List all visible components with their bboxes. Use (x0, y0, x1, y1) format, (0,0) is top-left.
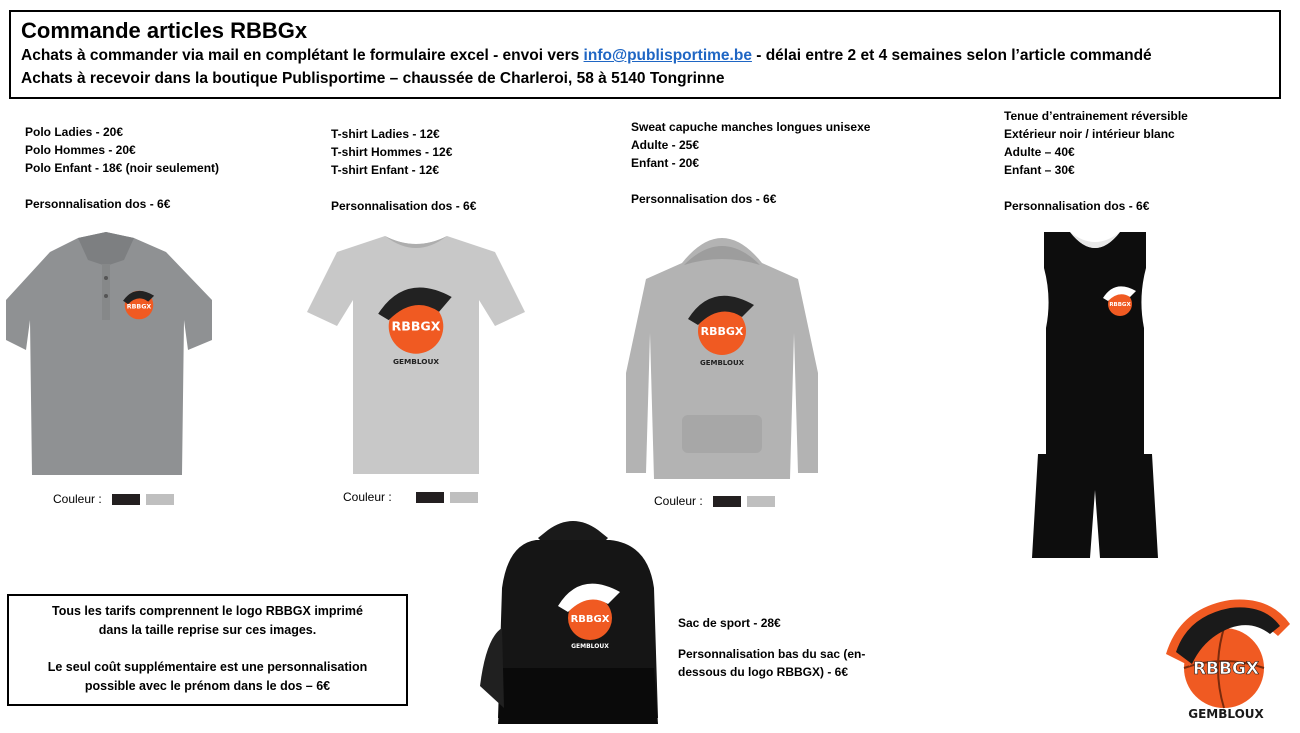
polo-placket (102, 264, 110, 320)
tshirt-color-options (343, 490, 484, 504)
polo-price-men: Polo Hommes - 20€ (25, 143, 136, 157)
sac-personalisation-line2: dessous du logo RBBGX) - 6€ (678, 665, 849, 679)
note-line4: possible avec le prénom dans le dos – 6€ (84, 679, 331, 693)
tshirt-body (307, 236, 525, 474)
logo-city: GEMBLOUX (1188, 707, 1264, 721)
color-swatch-black[interactable] (416, 492, 444, 503)
tshirt-price-men: T-shirt Hommes - 12€ (331, 145, 453, 159)
order-instructions (21, 44, 1269, 67)
sac-price: Sac de sport - 28€ (678, 616, 781, 630)
polo-color-label: Couleur : (53, 492, 102, 506)
svg-text:RBBGX: RBBGX (570, 614, 610, 625)
svg-text:RBBGX: RBBGX (126, 303, 152, 311)
color-swatch-black[interactable] (713, 496, 741, 507)
polo-price-kids: Polo Enfant - 18€ (noir seulement) (25, 161, 220, 175)
color-swatch-grey[interactable] (146, 494, 174, 505)
tshirt-price-ladies: T-shirt Ladies - 12€ (331, 127, 440, 141)
tshirt-personalisation: Personnalisation dos - 6€ (331, 199, 477, 213)
sweat-title: Sweat capuche manches longues unisexe (631, 120, 871, 134)
tshirt-color-label: Couleur : (343, 490, 392, 504)
tenue-title: Tenue d’entrainement réversible (1004, 109, 1188, 123)
header-box (9, 10, 1281, 99)
polo-image (6, 230, 216, 480)
tenue-subtitle: Extérieur noir / intérieur blanc (1004, 127, 1175, 141)
sweat-color-label: Couleur : (654, 494, 703, 508)
logo-text: RBBGX (1192, 659, 1260, 679)
button-icon (104, 276, 108, 280)
tenue-shorts (1032, 454, 1158, 558)
svg-text:RBBGX: RBBGX (391, 318, 441, 334)
backpack-bottom-compartment (498, 668, 658, 724)
pickup-info: Achats à recevoir dans la boutique Publisportime – chaussée de Charleroi, 58 à 5140 Tongrinne (21, 70, 725, 87)
sac-personalisation-line1: Personnalisation bas du sac (en- (678, 647, 866, 661)
sweat-price-adult: Adulte - 25€ (631, 138, 700, 152)
tenue-personalisation: Personnalisation dos - 6€ (1004, 199, 1150, 213)
backpack-strap (480, 628, 504, 708)
pricing-note (7, 594, 408, 706)
polo-personalisation: Personnalisation dos - 6€ (25, 197, 171, 211)
tenue-image (1030, 228, 1160, 563)
order-instructions-suffix: - délai entre 2 et 4 semaines selon l’article commandé (756, 47, 1152, 64)
tenue-jersey (1044, 232, 1146, 454)
note-line2: dans la taille reprise sur ces images. (98, 623, 317, 637)
polo-price-ladies: Polo Ladies - 20€ (25, 125, 124, 139)
tenue-price-kids: Enfant – 30€ (1004, 163, 1075, 177)
svg-text:RBBGX: RBBGX (700, 325, 744, 338)
sweat-pocket (682, 415, 762, 453)
polo-info (25, 123, 219, 213)
sweat-image (622, 223, 822, 483)
sweat-personalisation: Personnalisation dos - 6€ (631, 192, 777, 206)
sac-info (678, 614, 865, 681)
tshirt-info (331, 125, 476, 215)
button-icon (104, 294, 108, 298)
color-swatch-black[interactable] (112, 494, 140, 505)
rbbgx-club-logo (1160, 594, 1296, 726)
svg-text:GEMBLOUX: GEMBLOUX (392, 357, 440, 367)
backpack-image (478, 518, 668, 730)
sweat-price-kids: Enfant - 20€ (631, 156, 700, 170)
svg-text:RBBGX: RBBGX (1109, 302, 1131, 308)
tshirt-image (305, 230, 527, 480)
tshirt-price-kids: T-shirt Enfant - 12€ (331, 163, 440, 177)
tenue-info (1004, 107, 1188, 215)
sweat-info (631, 118, 870, 208)
tenue-price-adult: Adulte – 40€ (1004, 145, 1075, 159)
sweat-color-options (654, 494, 781, 508)
note-line1: Tous les tarifs comprennent le logo RBBGX imprimé (52, 604, 363, 618)
note-line3: Le seul coût supplémentaire est une personnalisation (47, 660, 368, 674)
color-swatch-grey[interactable] (450, 492, 478, 503)
order-instructions-prefix: Achats à commander via mail en complétant le formulaire excel - envoi vers (21, 47, 580, 64)
svg-text:GEMBLOUX: GEMBLOUX (699, 359, 745, 367)
svg-text:GEMBLOUX: GEMBLOUX (571, 643, 609, 650)
polo-color-options (53, 492, 180, 506)
email-link[interactable]: info@publisportime.be (583, 47, 752, 64)
page-title: Commande articles RBBGx (21, 18, 308, 43)
color-swatch-grey[interactable] (747, 496, 775, 507)
